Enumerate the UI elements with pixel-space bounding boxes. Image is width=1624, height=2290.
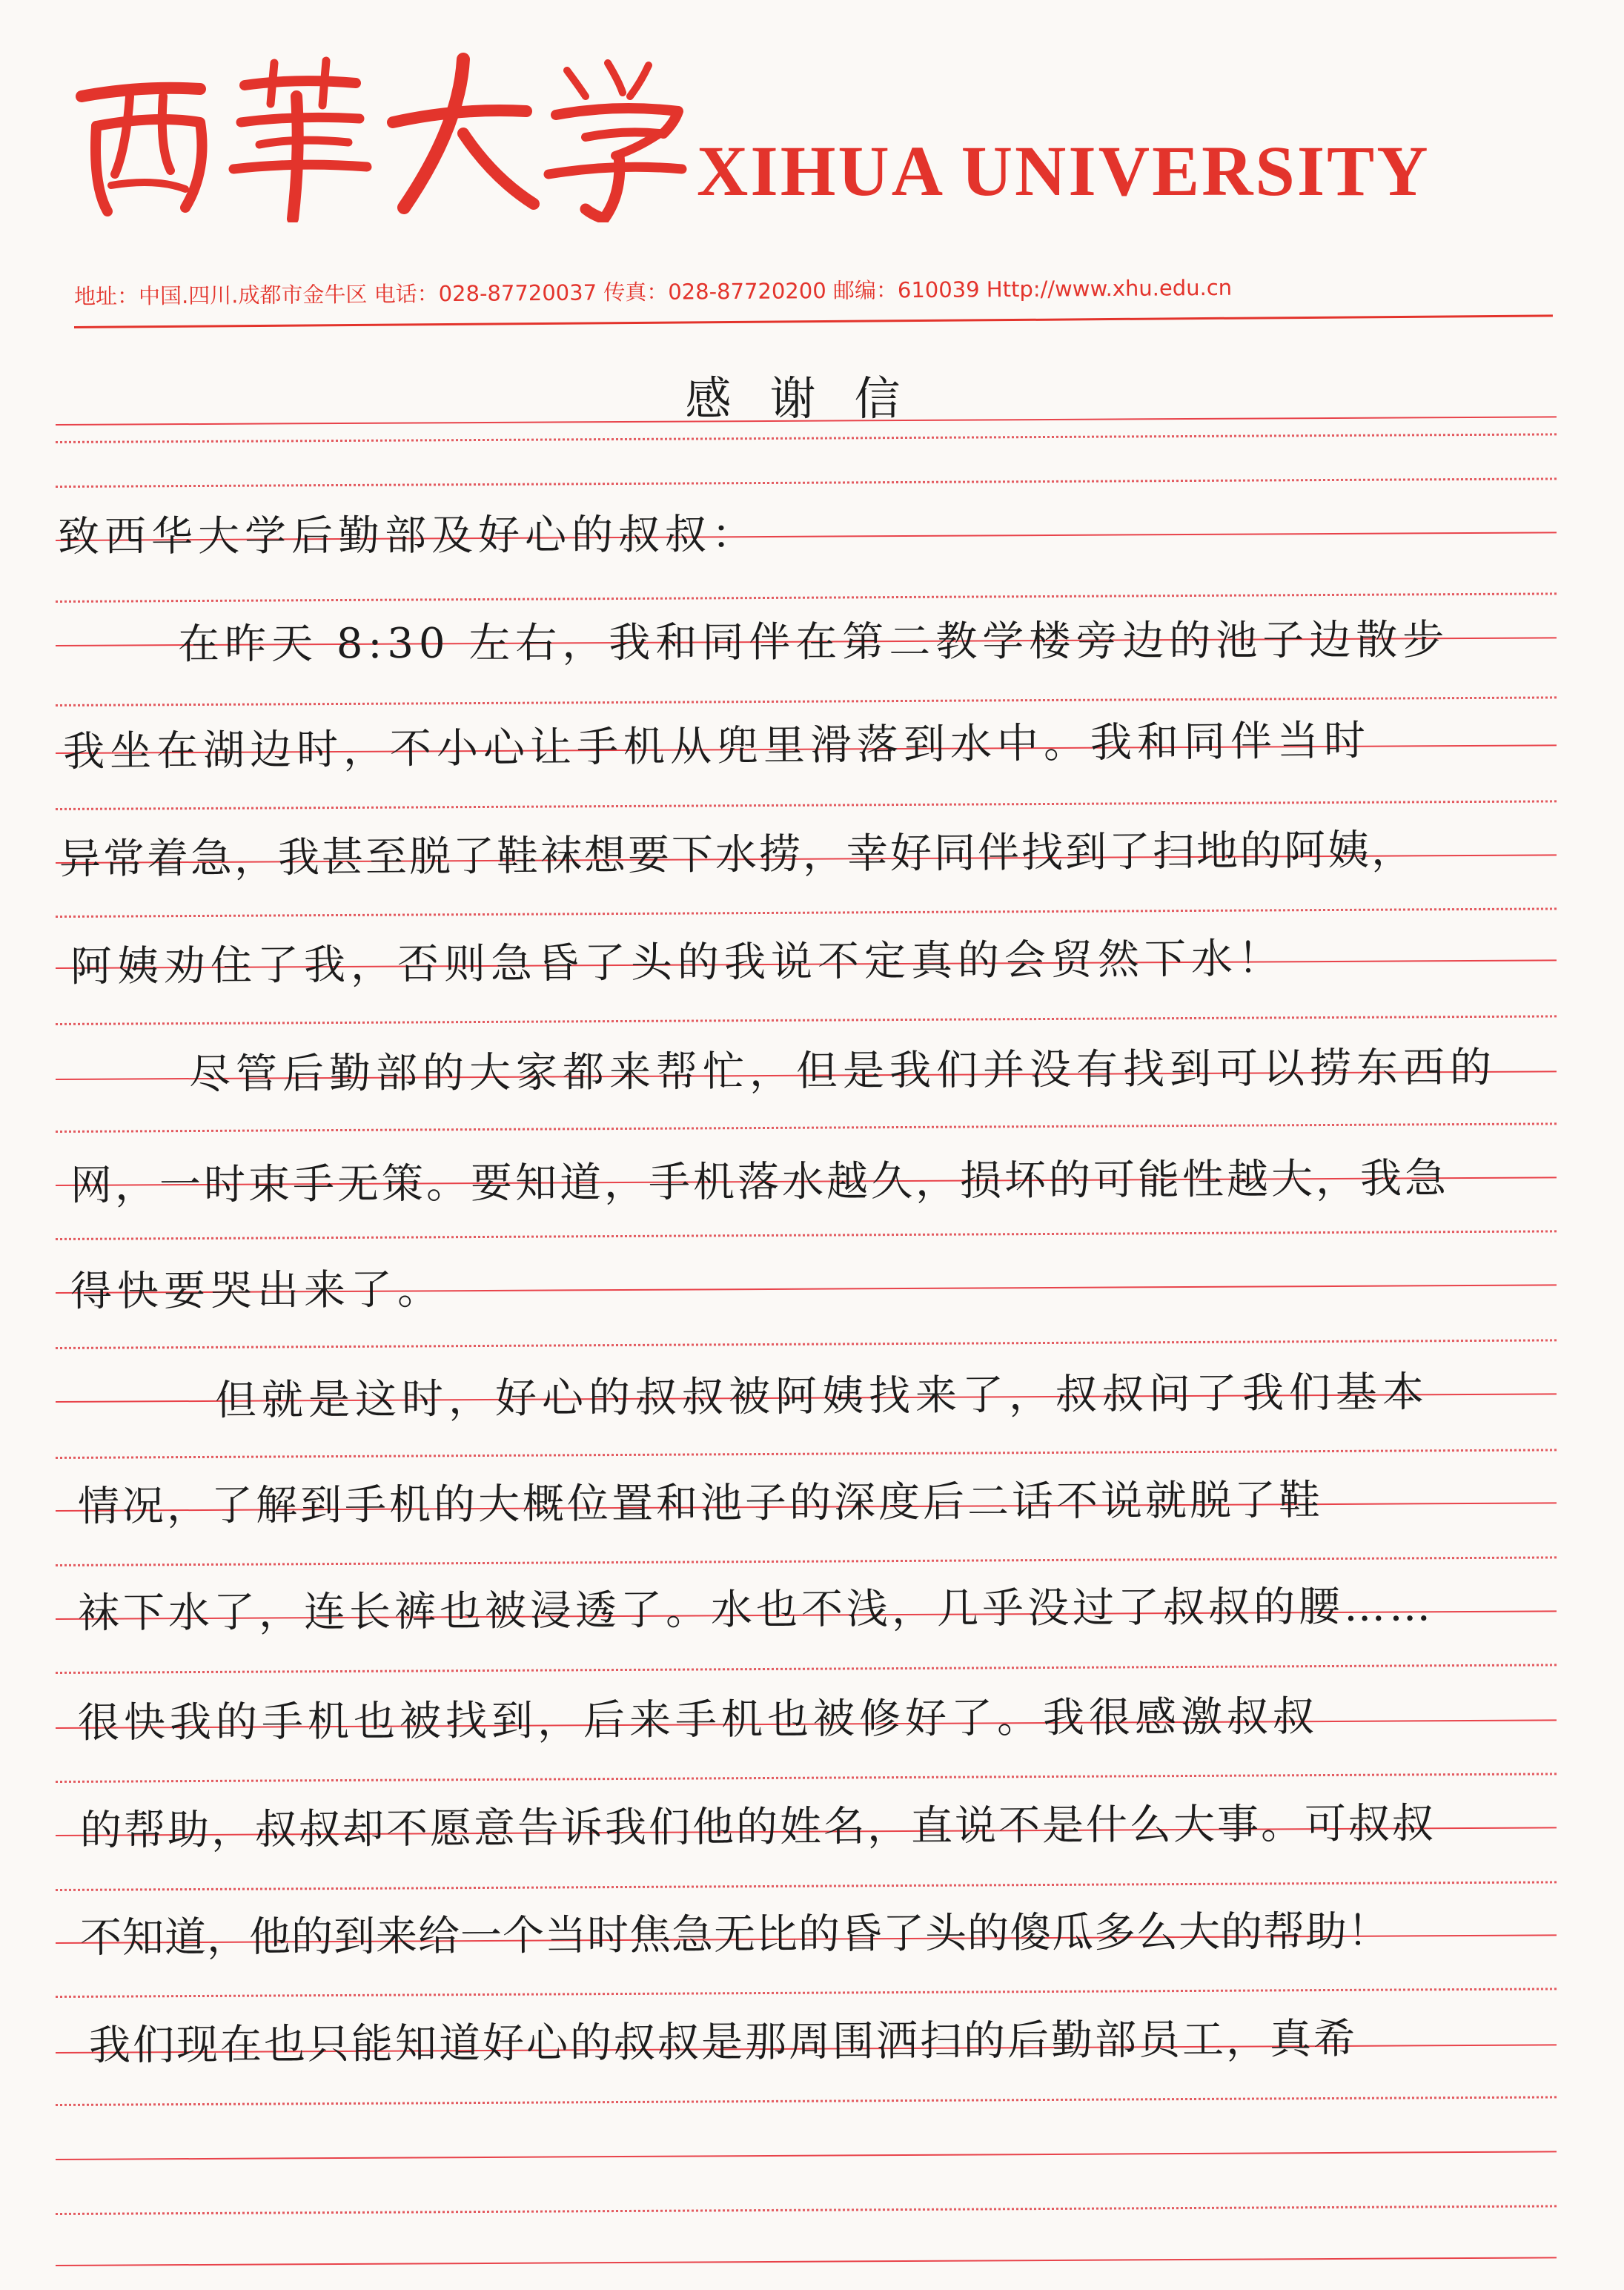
letter-title: 感谢信 <box>685 371 939 426</box>
dotted-guide-line <box>56 477 1557 488</box>
university-calligraphy-logo <box>74 44 689 222</box>
dotted-guide-line <box>56 1122 1557 1133</box>
body-line: 情况，了解到手机的大概位置和池子的深度后二话不说就脱了鞋 <box>77 1476 1324 1531</box>
dotted-guide-line <box>56 1881 1557 1891</box>
body-line: 得快要哭出来了。 <box>70 1265 445 1316</box>
ruled-line <box>56 2151 1557 2160</box>
dotted-guide-line <box>56 433 1557 443</box>
body-line: 我们现在也只能知道好心的叔叔是那周围洒扫的后勤部员工，真希 <box>88 2015 1358 2070</box>
body-line: 我坐在湖边时，不小心让手机从兜里滑落到水中。我和同伴当时 <box>62 716 1371 776</box>
dotted-guide-line <box>56 1664 1557 1674</box>
dotted-guide-line <box>56 592 1557 603</box>
letterhead-divider <box>74 314 1553 328</box>
dotted-guide-line <box>56 1230 1557 1240</box>
dotted-guide-line <box>56 1449 1557 1459</box>
body-line: 但就是这时，好心的叔叔被阿姨找来了，叔叔问了我们基本 <box>214 1368 1430 1425</box>
body-line: 不知道，他的到来给一个当时焦急无比的昏了头的傻瓜多么大的帮助！ <box>79 1907 1391 1962</box>
ruled-line <box>56 2257 1557 2266</box>
dotted-guide-line <box>56 2205 1557 2215</box>
university-english-name: XIHUA UNIVERSITY <box>697 131 1431 211</box>
dotted-guide-line <box>56 1339 1557 1349</box>
salutation-line: 致西华大学后勤部及好心的叔叔： <box>57 510 759 561</box>
body-line: 网，一时束手无策。要知道，手机落水越久，损坏的可能性越大，我急 <box>70 1154 1450 1210</box>
dotted-guide-line <box>56 2096 1557 2106</box>
body-line: 的帮助，叔叔却不愿意告诉我们他的姓名，直说不是什么大事。可叔叔 <box>79 1799 1436 1855</box>
contact-address-line: 地址：中国.四川.成都市金牛区 电话：028-87720037 传真：028-87720200 邮编：610039 Http://www.xhu.edu.cn <box>73 274 1233 309</box>
body-line: 很快我的手机也被找到，后来手机也被修好了。我很感激叔叔 <box>77 1692 1319 1747</box>
body-line: 尽管后勤部的大家都来帮忙，但是我们并没有找到可以捞东西的 <box>188 1043 1497 1099</box>
dotted-guide-line <box>56 1773 1557 1783</box>
body-line: 异常着急，我甚至脱了鞋袜想要下水捞，幸好同伴找到了扫地的阿姨， <box>59 826 1416 884</box>
body-line: 在昨天 8:30 左右，我和同伴在第二教学楼旁边的池子边散步 <box>177 616 1450 669</box>
dotted-guide-line <box>56 800 1557 810</box>
dotted-guide-line <box>56 1988 1557 1998</box>
body-line: 阿姨劝住了我，否则急昏了头的我说不定真的会贸然下水！ <box>70 934 1285 991</box>
dotted-guide-line <box>56 1556 1557 1566</box>
dotted-guide-line <box>56 1015 1557 1025</box>
dotted-guide-line <box>56 696 1557 706</box>
dotted-guide-line <box>56 907 1557 918</box>
body-line: 袜下水了，连长裤也被浸透了。水也不浅，几乎没过了叔叔的腰…… <box>77 1582 1435 1638</box>
